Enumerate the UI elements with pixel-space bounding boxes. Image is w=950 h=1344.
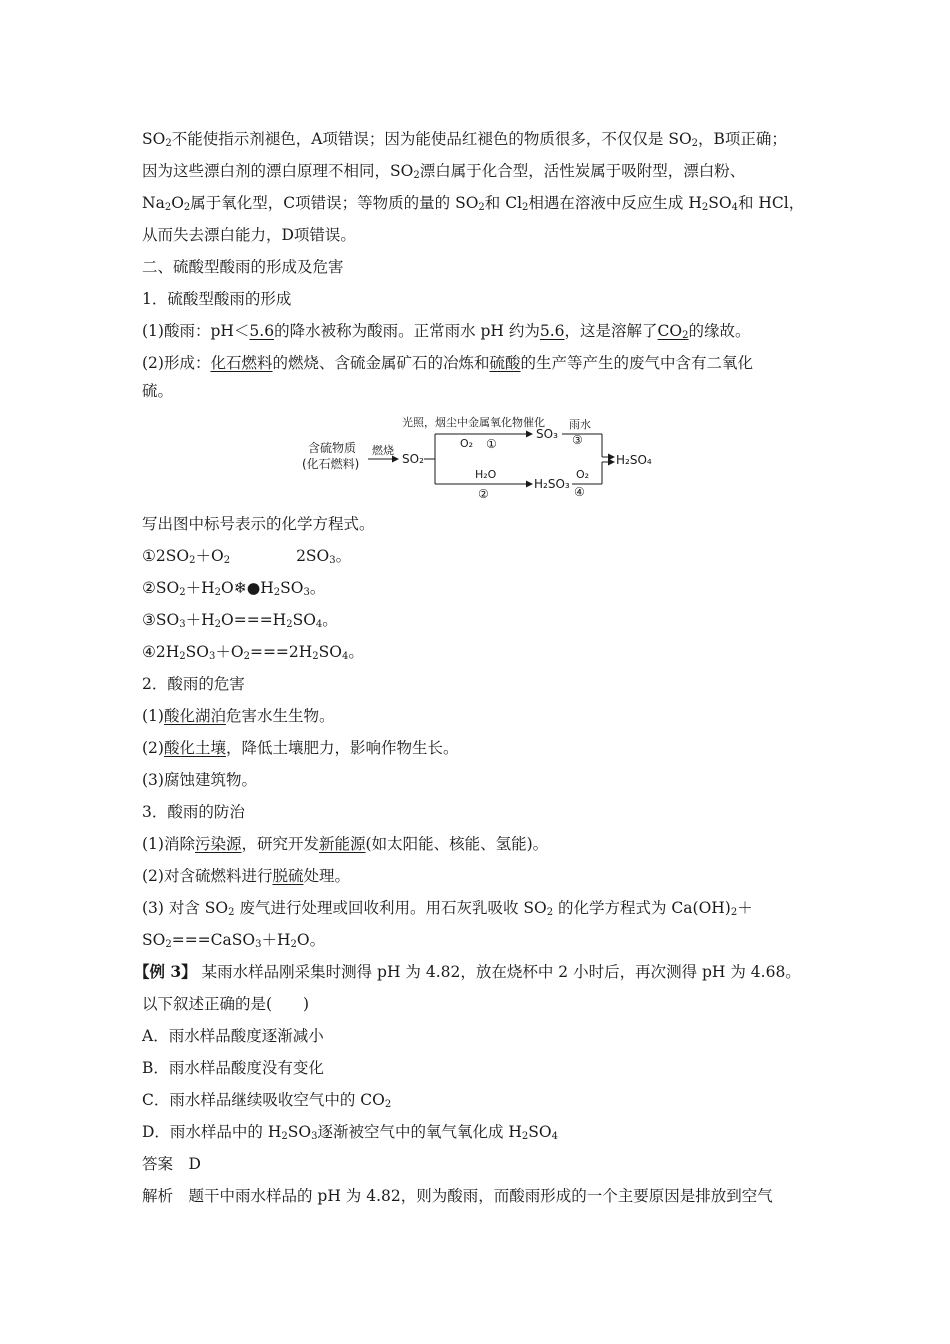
subsection-title-harm: 2．酸雨的危害 bbox=[142, 675, 245, 693]
option-b: B．雨水样品酸度没有变化 bbox=[142, 1059, 324, 1077]
para1-line2: 因为这些漂白剂的漂白原理不相同，$SO_2$漂白属于化合型，活性炭属于吸附型，漂白粉、 bbox=[142, 162, 746, 181]
analysis: 解析 题干中雨水样品的 pH 为 4.82，则为酸雨，而酸雨形成的一个主要原因是排放到空气 bbox=[142, 1187, 773, 1205]
diagram-source-line2: (化石燃料) bbox=[302, 457, 360, 471]
subsection-title-prevention: 3．酸雨的防治 bbox=[142, 803, 245, 821]
diagram-step4: ④ bbox=[574, 485, 585, 499]
diagram-o2-second: O₂ bbox=[576, 468, 590, 481]
diagram-rainwater: 雨水 bbox=[569, 418, 591, 431]
harm-item-1: (1)酸化湖泊危害水生生物。 bbox=[142, 707, 335, 725]
subsection-title-formation: 1．硫酸型酸雨的形成 bbox=[142, 290, 292, 308]
diagram-burn-label: 燃烧 bbox=[372, 444, 394, 457]
diagram-h2o: H₂O bbox=[475, 468, 497, 481]
option-c: C．雨水样品继续吸收空气中的 $CO_2$ bbox=[142, 1091, 392, 1110]
prevention-item-2: (2)对含硫燃料进行脱硫处理。 bbox=[142, 867, 350, 885]
diagram-source-line1: 含硫物质 bbox=[308, 441, 357, 455]
acid-rain-formation-diagram bbox=[290, 412, 660, 504]
equation-3: $③SO_3+H_2O===H_2SO_4$。 bbox=[142, 611, 338, 630]
formation-line1: (2)形成：化石燃料的燃烧、含硫金属矿石的冶炼和硫酸的生产等产生的废气中含有二氧化 bbox=[142, 354, 754, 372]
diagram-so3: SO₃ bbox=[536, 427, 558, 441]
harm-item-3: (3)腐蚀建筑物。 bbox=[142, 771, 257, 789]
prevention-item-1: (1)消除污染源，研究开发新能源(如太阳能、核能、氢能)。 bbox=[142, 835, 549, 853]
equation-1: $①2SO_2+O_2$ $2SO_3$。 bbox=[142, 547, 352, 566]
diagram-so2: SO₂ bbox=[402, 452, 424, 466]
diagram-step1: ① bbox=[486, 437, 497, 451]
diagram-o2: O₂ bbox=[460, 437, 474, 450]
diagram-h2so4: H₂SO₄ bbox=[616, 453, 652, 467]
formation-line2: 硫。 bbox=[142, 382, 174, 400]
answer: 答案 D bbox=[142, 1155, 201, 1173]
write-equations-prompt: 写出图中标号表示的化学方程式。 bbox=[142, 515, 375, 533]
example-question-line1: 【例 3】 某雨水样品刚采集时测得 pH 为 4.82，放在烧杯中 2 小时后，再次测得 pH 为 4.68。 bbox=[134, 962, 801, 981]
example-question-line2: 以下叙述正确的是( ) bbox=[142, 995, 310, 1013]
para1-line4: 从而失去漂白能力，D项错误。 bbox=[142, 226, 356, 244]
option-a: A．雨水样品酸度逐渐减小 bbox=[142, 1027, 324, 1045]
harm-item-2: (2)酸化土壤，降低土壤肥力，影响作物生长。 bbox=[142, 739, 459, 757]
diagram-step3: ③ bbox=[572, 433, 583, 447]
diagram-h2so3: H₂SO₃ bbox=[534, 477, 570, 491]
prevention-item-3-line2: $SO_2===CaSO_3+H_2O$。 bbox=[142, 931, 326, 950]
para1-line1: $SO_2$不能使指示剂褪色，A项错误；因为能使品红褪色的物质很多，不仅仅是 $SO_2$，B项正确； bbox=[142, 130, 787, 149]
option-d: D．雨水样品中的 $H_2SO_3$逐渐被空气中的氧气氧化成 $H_2SO_4$ bbox=[142, 1123, 558, 1142]
acid-rain-definition: (1)酸雨：pH＜5.6的降水被称为酸雨。正常雨水 pH 约为5.6，这是溶解了$CO_2$的缘故。 bbox=[142, 322, 751, 341]
diagram-top-label: 光照，烟尘中金属氧化物催化 bbox=[402, 416, 545, 429]
section-title: 二、硫酸型酸雨的形成及危害 bbox=[142, 258, 344, 276]
equation-2: $②SO_2+H_2O❄●H_2SO_3$。 bbox=[142, 579, 326, 598]
diagram-step2: ② bbox=[478, 487, 489, 501]
para1-line3: $Na_2O_2$属于氧化型，C项错误；等物质的量的 $SO_2$和 $Cl_2$相遇在溶液中反应生成 $H_2SO_4$和 HCl， bbox=[142, 194, 805, 213]
example-tag: 【例 3】 bbox=[134, 962, 197, 981]
equation-4: $④2H_2SO_3+O_2===2H_2SO_4$。 bbox=[142, 643, 364, 662]
prevention-item-3-line1: (3) 对含 $SO_2$ 废气进行处理或回收利用。用石灰乳吸收 $SO_2$ 的化学方程式为 $Ca(OH)_2+$ bbox=[142, 899, 753, 918]
